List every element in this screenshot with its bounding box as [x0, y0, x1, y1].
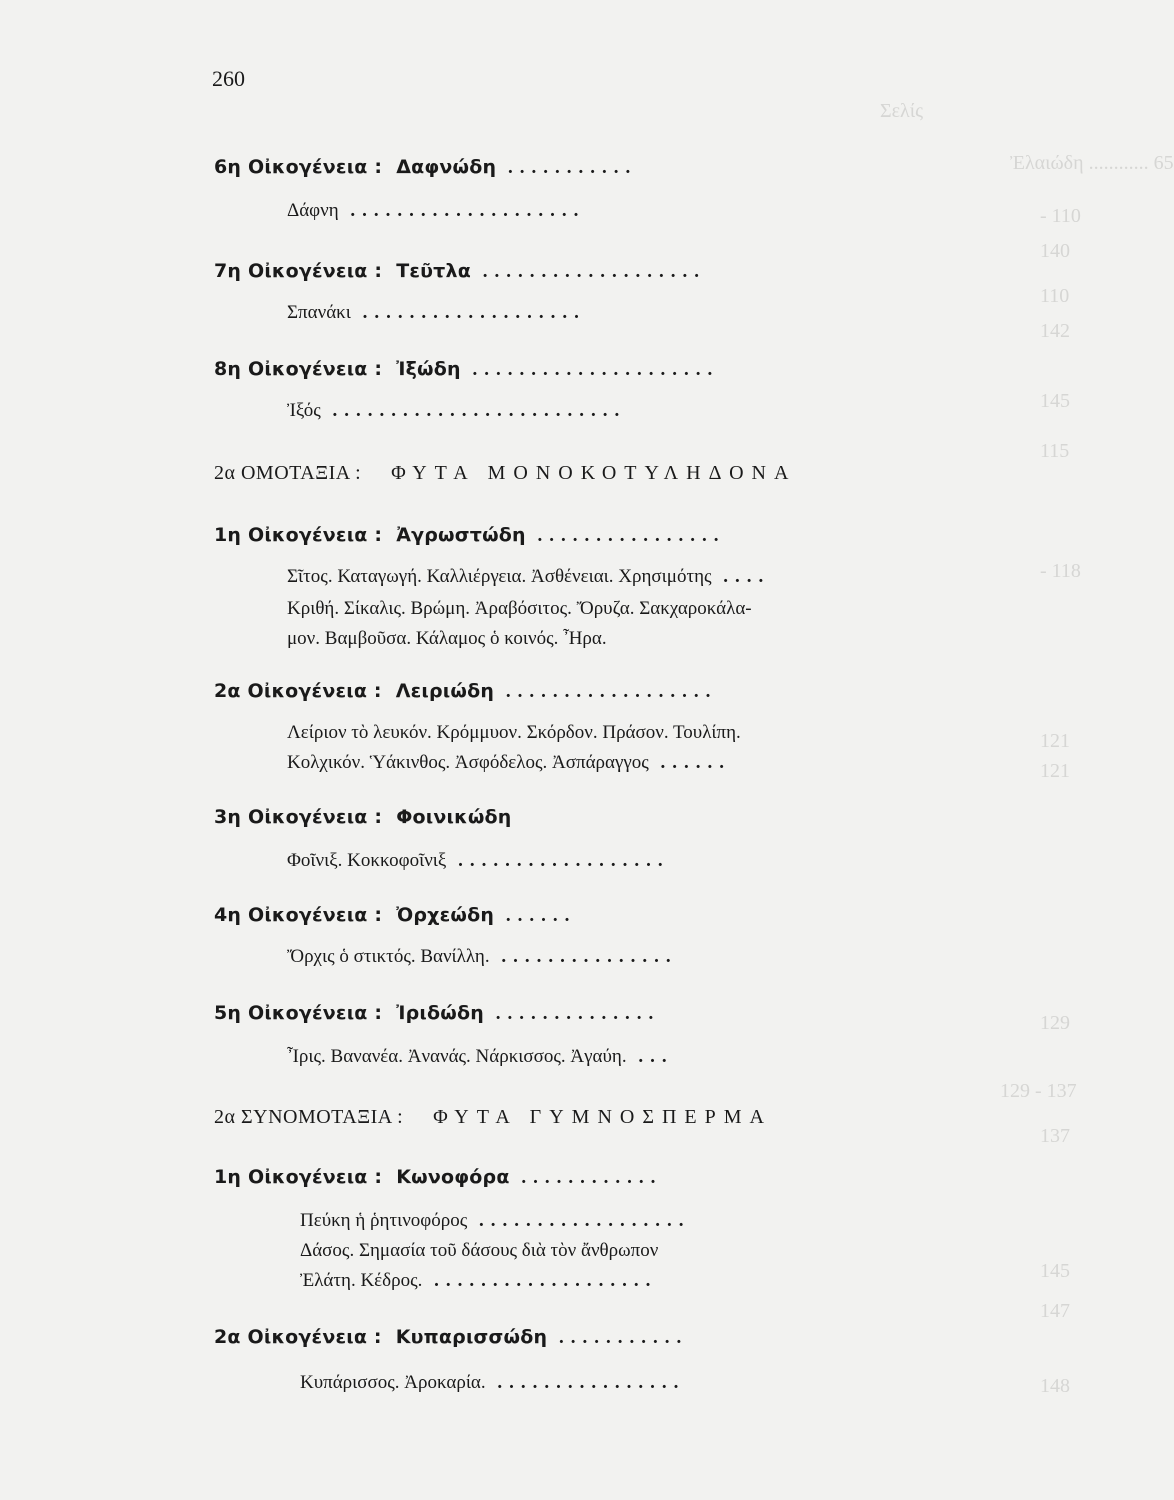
family-name: Λειριώδη [395, 680, 495, 702]
item-text: Λείριον τὸ λευκόν. Κρόμμυον. Σκόρδον. Πράσον. Τουλίπη. [287, 722, 741, 743]
item-text: Ἐλάτη. Κέδρος. [300, 1270, 423, 1291]
family-label: 1η Οἰκογένεια : [214, 524, 383, 546]
leader-dots: .................... [338, 200, 586, 221]
index-item [287, 302, 586, 324]
leader-dots: ............ [509, 1167, 663, 1188]
family-heading [214, 1166, 662, 1189]
family-heading [214, 806, 512, 828]
index-item [287, 628, 607, 650]
item-text: Κριθή. Σίκαλις. Βρώμη. Ἀραβόσιτος. Ὄρυζα. Σακχαροκάλα- [287, 598, 752, 619]
family-name: Κυπαρισσώδη [395, 1326, 548, 1348]
item-text: Ὄρχις ὁ στικτός. Βανίλλη. [287, 946, 490, 967]
leader-dots: ..................... [460, 359, 720, 380]
item-text: Φοῖνιξ. Κοκκοφοῖνιξ [287, 850, 447, 871]
item-text: Δάσος. Σημασία τοῦ δάσους διὰ τὸν ἄνθρωπον [300, 1240, 659, 1261]
section-name: ΦΥΤΑ ΓΥΜΝΟΣΠΕΡΜΑ [433, 1106, 772, 1128]
item-text: Κολχικόν. Ὑάκινθος. Ἀσφόδελος. Ἀσπάραγγος [287, 752, 649, 773]
item-text: Πεύκη ἡ ῥητινοφόρος [300, 1210, 468, 1231]
leader-dots: ................... [350, 302, 586, 323]
family-name: Τεῦτλα [396, 260, 471, 282]
page-number: 260 [212, 66, 245, 91]
family-label: 3η Οἰκογένεια : [214, 806, 383, 828]
section-heading [214, 462, 796, 485]
family-heading [214, 1326, 688, 1349]
family-heading [214, 524, 726, 547]
leader-dots: .............. [483, 1003, 661, 1024]
index-item [287, 722, 741, 744]
index-item [287, 946, 678, 968]
leader-dots: ............... [489, 946, 678, 967]
leader-dots: ...... [494, 905, 577, 926]
leader-dots: ... [626, 1046, 674, 1067]
item-text: Σπανάκι [287, 302, 351, 323]
index-item [287, 200, 585, 222]
family-name: Φοινικώδη [396, 806, 512, 828]
index-item [287, 1046, 674, 1068]
item-text: Δάφνη [287, 200, 339, 221]
leader-dots: ........... [496, 157, 638, 178]
family-heading [214, 904, 576, 927]
family-label: 4η Οἰκογένεια : [214, 904, 383, 926]
leader-dots: .... [711, 566, 771, 587]
family-label: 6η Οἰκογένεια : [214, 156, 383, 178]
leader-dots: ................... [470, 261, 706, 282]
family-name: Ἰξώδη [396, 358, 461, 380]
family-name: Ἀγρωστώδη [396, 524, 526, 546]
family-heading [214, 260, 706, 283]
index-item [300, 1372, 685, 1394]
item-text: μον. Βαμβοῦσα. Κάλαμος ὁ κοινός. Ἦρα. [287, 628, 607, 649]
leader-dots: ................ [525, 525, 726, 546]
section-label: 2α ΣΥΝΟΜΟΤΑΞΙΑ : [214, 1106, 404, 1128]
index-item [287, 752, 731, 774]
family-name: Κωνοφόρα [396, 1166, 510, 1188]
family-name: Ἰριδώδη [396, 1002, 484, 1024]
document-page: Σελίς Ἐλαιώδη ............ 65 - 110 140 110 142 145 115 - 118 121 121 129 129 - 137 137 145 147 148 260 6η Οἰκογένεια : Δαφνώδη ........... Δάφνη .................... 7η Οἰκογένεια : Τεῦτλα ................... Σπανάκι ................... 8η Οἰκογένεια : Ἰξώδη ..................... Ἰξός ......................... 2α ΟΜΟΤΑΞΙΑ : ΦΥΤΑ ΜΟΝΟΚΟΤΥΛΗΔΟΝΑ 1η Οἰκογένεια : Ἀγρωστώδη ................ Σῖτος. Καταγωγή. Καλλιέργεια. Ἀσθένειαι. Χρησιμότης .... Κριθή. Σίκαλις. Βρώμη. Ἀραβόσιτος. Ὄρυζα. Σακχαροκάλα- μον. Βαμβοῦσα. Κάλαμος ὁ κοινός. Ἦρα. 2α Οἰκογένεια : Λειριώδη .................. Λείριον τὸ λευκόν. Κρόμμυον. Σκόρδον. Πράσον. Τουλίπη. Κολχικόν. Ὑάκινθος. Ἀσφόδελος. Ἀσπάραγγος ...... 3η Οἰκογένεια : Φοινικώδη Φοῖνιξ. Κοκκοφοῖνιξ .................. 4η Οἰκογένεια : Ὀρχεώδη ...... Ὄρχις ὁ στικτός. Βανίλλη. ............... 5η Οἰκογένεια : Ἰριδώδη .............. Ἶρις. Βανανέα. Ἀνανάς. Νάρκισσος. Ἀγαύη. ... 2α ΣΥΝΟΜΟΤΑΞΙΑ : ΦΥΤΑ ΓΥΜΝΟΣΠΕΡΜΑ 1η Οἰκογένεια : Κωνοφόρα ............ Πεύκη ἡ ῥητινοφόρος .................. Δάσος. Σημασία τοῦ δάσους διὰ τὸν ἄνθρωπον Ἐλάτη. Κέδρος. ................... 2α Οἰκογένεια : Κυπαρισσώδη ........... Κυπάρισσος. Ἀροκαρία. ................ [212, 66, 1174, 1397]
family-name: Ὀρχεώδη [396, 904, 495, 926]
leader-dots: .................. [467, 1210, 691, 1231]
index-item [300, 1210, 691, 1232]
family-heading [214, 1002, 660, 1025]
family-label: 2α Οἰκογένεια : [214, 680, 382, 702]
item-text: Ἶρις. Βανανέα. Ἀνανάς. Νάρκισσος. Ἀγαύη. [287, 1046, 627, 1067]
family-heading [214, 156, 637, 179]
family-label: 2α Οἰκογένεια : [214, 1326, 382, 1348]
family-heading [214, 358, 719, 381]
item-text: Κυπάρισσος. Ἀροκαρία. [300, 1372, 486, 1393]
family-label: 8η Οἰκογένεια : [214, 358, 383, 380]
section-heading [214, 1106, 772, 1129]
index-item [287, 400, 626, 422]
leader-dots: ......................... [320, 400, 627, 421]
leader-dots: ........... [547, 1327, 689, 1348]
leader-dots: ................ [485, 1372, 686, 1393]
family-label: 1η Οἰκογένεια : [214, 1166, 383, 1188]
family-name: Δαφνώδη [396, 156, 497, 178]
leader-dots: .................. [446, 850, 670, 871]
family-label: 7η Οἰκογένεια : [214, 260, 383, 282]
index-item [287, 598, 752, 620]
leader-dots: .................. [494, 681, 718, 702]
leader-dots: ...... [648, 752, 732, 773]
index-item [287, 850, 670, 872]
family-heading [214, 680, 717, 703]
item-text: Ἰξός [287, 400, 321, 421]
item-text: Σῖτος. Καταγωγή. Καλλιέργεια. Ἀσθένειαι. Χρησιμότης [287, 566, 712, 587]
index-item [300, 1270, 657, 1292]
section-name: ΦΥΤΑ ΜΟΝΟΚΟΤΥΛΗΔΟΝΑ [391, 462, 797, 484]
family-label: 5η Οἰκογένεια : [214, 1002, 383, 1024]
section-label: 2α ΟΜΟΤΑΞΙΑ : [214, 462, 362, 484]
leader-dots: ................... [422, 1270, 658, 1291]
index-item [287, 566, 770, 588]
index-item [300, 1240, 658, 1262]
